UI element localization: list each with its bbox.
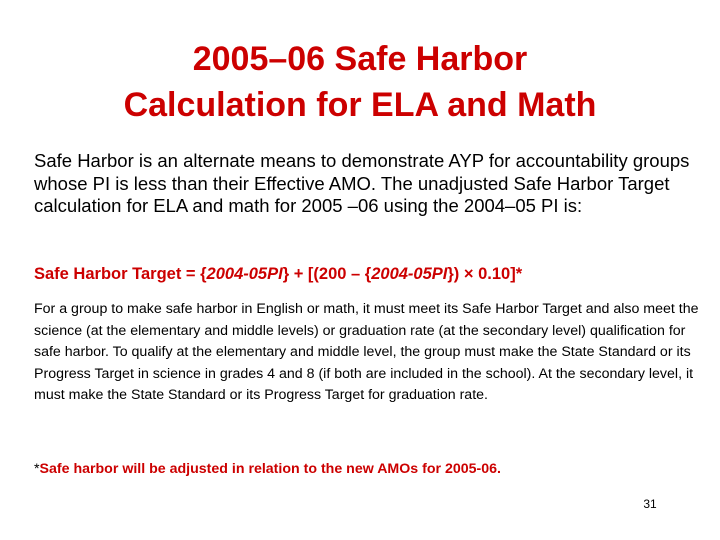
slide-title xyxy=(0,36,720,128)
footnote xyxy=(34,459,704,479)
details-paragraph: For a group to make safe harbor in English or math, it must meet its Safe Harbor Target and also meet the science (at the elementary and middle levels) or graduation rate (at the secondary level) qualification for safe harbor. To qualify at the elementary and middle level, the group must make the State Standard or its Progress Target in science in grades 4 and 8 (if both are included in the school). At the secondary level, it must make the State Standard or its Progress Target for graduation rate. xyxy=(34,301,699,403)
formula-prefix: Safe Harbor Target = { xyxy=(34,265,207,283)
formula-pi-2: 2004-05PI xyxy=(371,265,448,283)
page-number: 31 xyxy=(643,497,657,511)
formula-pi-1: 2004-05PI xyxy=(206,265,283,283)
footnote-text: Safe harbor will be adjusted in relation to the new AMOs for 2005-06. xyxy=(39,461,501,477)
safe-harbor-formula xyxy=(34,263,714,285)
footnote-star: * xyxy=(34,461,40,477)
title-line-2: Calculation for ELA and Math xyxy=(123,86,597,124)
intro-paragraph: Safe Harbor is an alternate means to demonstrate AYP for accountability groups whose PI is less than their Effective AMO. The unadjusted Safe Harbor Target calculation for ELA and math for 2005 –06 using the 2004–05 PI is: xyxy=(34,150,690,216)
formula-middle: } + [(200 – { xyxy=(282,265,372,283)
title-line-1: 2005–06 Safe Harbor xyxy=(192,40,528,78)
formula-suffix: }) × 0.10]* xyxy=(447,265,523,283)
